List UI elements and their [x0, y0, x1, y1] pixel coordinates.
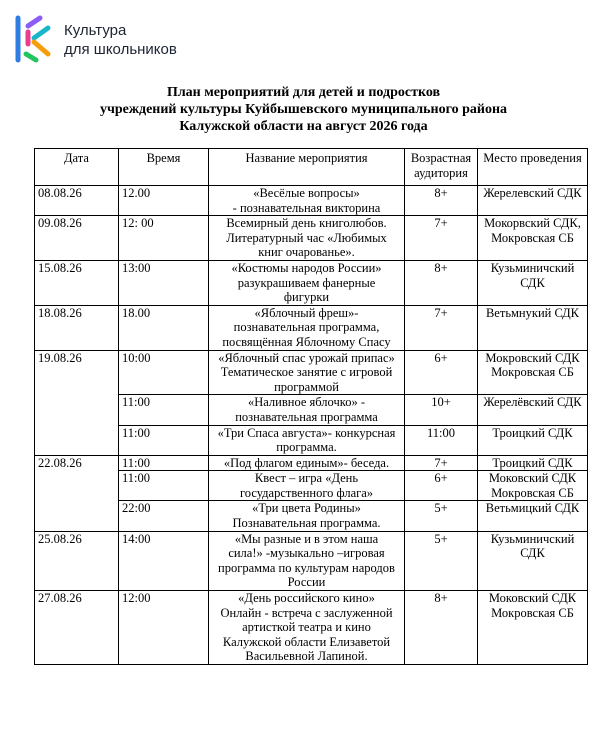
place-line: Троицкий СДК: [492, 425, 573, 440]
cell-date: 25.08.26: [35, 531, 119, 590]
cell-place: [478, 455, 588, 471]
table-row: [35, 591, 588, 665]
cell-name: [209, 531, 405, 590]
title-line-3: Калужской области на август 2026 года: [179, 119, 428, 134]
place-line: Мокровская СБ: [491, 605, 574, 620]
place-line: Моковский СДК: [488, 471, 577, 486]
header-age-line2: аудитория: [414, 165, 468, 180]
cell-date: 22.08.26: [35, 455, 119, 531]
cell-age: 5+: [405, 501, 478, 531]
event-name-line: России: [287, 575, 326, 590]
logo-text-line2: для школьников: [64, 41, 177, 58]
place-line: Моковский СДК: [488, 591, 577, 606]
cell-time: 11:00: [119, 425, 209, 455]
table-body: [35, 186, 588, 665]
event-name-line: посвящённая Яблочному Спасу: [222, 334, 391, 349]
cell-age: 7+: [405, 305, 478, 350]
table-row: [35, 531, 588, 590]
events-table: [34, 148, 588, 665]
cell-date: 27.08.26: [35, 591, 119, 665]
cell-name: [209, 216, 405, 261]
cell-place: [478, 471, 588, 501]
table-header-row: [35, 149, 588, 186]
event-name-line: «Наливное яблочко» -: [247, 395, 365, 410]
cell-age: 7+: [405, 216, 478, 261]
event-name-line: «Весёлые вопросы»: [253, 186, 360, 200]
cell-place: [478, 425, 588, 455]
cell-place: [478, 395, 588, 425]
cell-name: [209, 471, 405, 501]
event-name-line: «Три цвета Родины»: [252, 501, 361, 516]
cell-place: [478, 260, 588, 305]
cell-age: 10+: [405, 395, 478, 425]
header-age-line1: Возрастная: [410, 151, 472, 165]
cell-time: 11:00: [119, 395, 209, 425]
event-name-line: Тематическое занятие с игровой: [220, 365, 393, 380]
cell-name: [209, 591, 405, 665]
place-line: Жерелёвский СДК: [483, 395, 582, 410]
title-line-1: План мероприятий для детей и подростков: [166, 85, 441, 100]
cell-time: 12:00: [119, 591, 209, 665]
event-name-line: книг очарованье».: [258, 245, 355, 260]
cell-date: 18.08.26: [35, 305, 119, 350]
event-name-line: Васильевной Лапиной.: [245, 649, 368, 664]
place-line: Ветьмнукий СДК: [485, 305, 580, 320]
header-date: Дата: [35, 149, 119, 186]
event-name-line: Познавательная программа.: [232, 516, 381, 531]
title-line-2: учреждений культуры Куйбышевского муниципального района: [99, 102, 508, 117]
place-line: Мокорвский СДК,: [484, 216, 581, 231]
table-row: [35, 260, 588, 305]
cell-age: 8+: [405, 591, 478, 665]
event-name-line: государственного флага»: [239, 485, 374, 500]
event-name-line: фигурки: [283, 290, 330, 305]
cell-date: 09.08.26: [35, 216, 119, 261]
header-name: Название мероприятия: [209, 149, 405, 186]
cell-date: 08.08.26: [35, 186, 119, 216]
place-line: Жерелевский СДК: [483, 186, 582, 200]
event-name-line: Всемирный день книголюбов.: [226, 216, 387, 231]
cell-time: 14:00: [119, 531, 209, 590]
event-name-line: познавательная программа: [235, 409, 378, 424]
table-row: [35, 186, 588, 216]
cell-place: [478, 186, 588, 216]
event-name-line: познавательная программа,: [233, 320, 380, 335]
header-age: [405, 149, 478, 186]
event-name-line: «Яблочный фреш»-: [254, 305, 359, 320]
cell-place: [478, 531, 588, 590]
cell-age: 8+: [405, 260, 478, 305]
cell-age: 6+: [405, 471, 478, 501]
place-line: Мокровская СБ: [491, 485, 574, 500]
event-name-line: Квест – игра «День: [254, 471, 359, 486]
cell-name: [209, 395, 405, 425]
place-line: Ветьмицкий СДК: [485, 501, 580, 516]
cell-time: 18.00: [119, 305, 209, 350]
table-row: [35, 350, 588, 395]
cell-name: [209, 186, 405, 216]
cell-name: [209, 305, 405, 350]
event-name-line: программой: [274, 379, 339, 394]
event-name-line: Калужской области Елизаветой: [222, 634, 391, 649]
cell-age: 6+: [405, 350, 478, 395]
cell-place: [478, 591, 588, 665]
place-line: Кузьминичский СДК: [490, 531, 575, 561]
cell-place: [478, 350, 588, 395]
cell-time: 12.00: [119, 186, 209, 216]
cell-age: 11:00: [405, 425, 478, 455]
logo: [14, 14, 194, 70]
logo-text-line1: Культура: [64, 22, 127, 39]
cell-name: [209, 455, 405, 471]
place-line: Троицкий СДК: [492, 455, 573, 470]
cell-time: 13:00: [119, 260, 209, 305]
logo-icon: [14, 14, 58, 64]
event-name-line: «День российского кино»: [238, 591, 375, 606]
cell-time: 12: 00: [119, 216, 209, 261]
cell-name: [209, 260, 405, 305]
cell-place: [478, 216, 588, 261]
header-place: Место проведения: [478, 149, 588, 186]
event-name-line: разукрашиваем фанерные: [237, 275, 376, 290]
header-time: Время: [119, 149, 209, 186]
event-name-line: «Три Спаса августа»- конкурсная: [217, 425, 396, 440]
event-name-line: артисткой театра и кино: [242, 620, 371, 635]
cell-time: 11:00: [119, 455, 209, 471]
place-line: Мокровский СДК: [485, 350, 580, 365]
cell-time: 11:00: [119, 471, 209, 501]
cell-date: 19.08.26: [35, 350, 119, 455]
place-line: Мокровская СБ: [491, 365, 574, 380]
event-name-line: «Яблочный спас урожай припас»: [218, 350, 395, 365]
cell-time: 22:00: [119, 501, 209, 531]
cell-name: [209, 350, 405, 395]
event-name-line: Литературный час «Любимых: [226, 230, 387, 245]
cell-place: [478, 501, 588, 531]
cell-date: 15.08.26: [35, 260, 119, 305]
event-name-line: - познавательная викторина: [232, 200, 381, 215]
event-name-line: «Костюмы народов России»: [231, 260, 382, 275]
event-name-line: «Под флагом единым»- беседа.: [223, 455, 390, 470]
cell-name: [209, 425, 405, 455]
table-row: [35, 216, 588, 261]
place-line: Мокровская СБ: [491, 230, 574, 245]
event-name-line: программа по культурам народов: [218, 560, 395, 575]
cell-age: 8+: [405, 186, 478, 216]
cell-age: 7+: [405, 455, 478, 471]
cell-age: 5+: [405, 531, 478, 590]
document-title: [0, 84, 607, 135]
event-name-line: программа.: [276, 440, 337, 455]
event-name-line: «Мы разные и в этом наша: [234, 531, 379, 546]
cell-name: [209, 501, 405, 531]
cell-place: [478, 305, 588, 350]
event-name-line: сила!» -музыкально –игровая: [228, 546, 385, 561]
place-line: Кузьминичский СДК: [490, 260, 575, 290]
table-row: [35, 455, 588, 471]
cell-time: 10:00: [119, 350, 209, 395]
event-name-line: Онлайн - встреча с заслуженной: [220, 605, 393, 620]
table-row: [35, 305, 588, 350]
